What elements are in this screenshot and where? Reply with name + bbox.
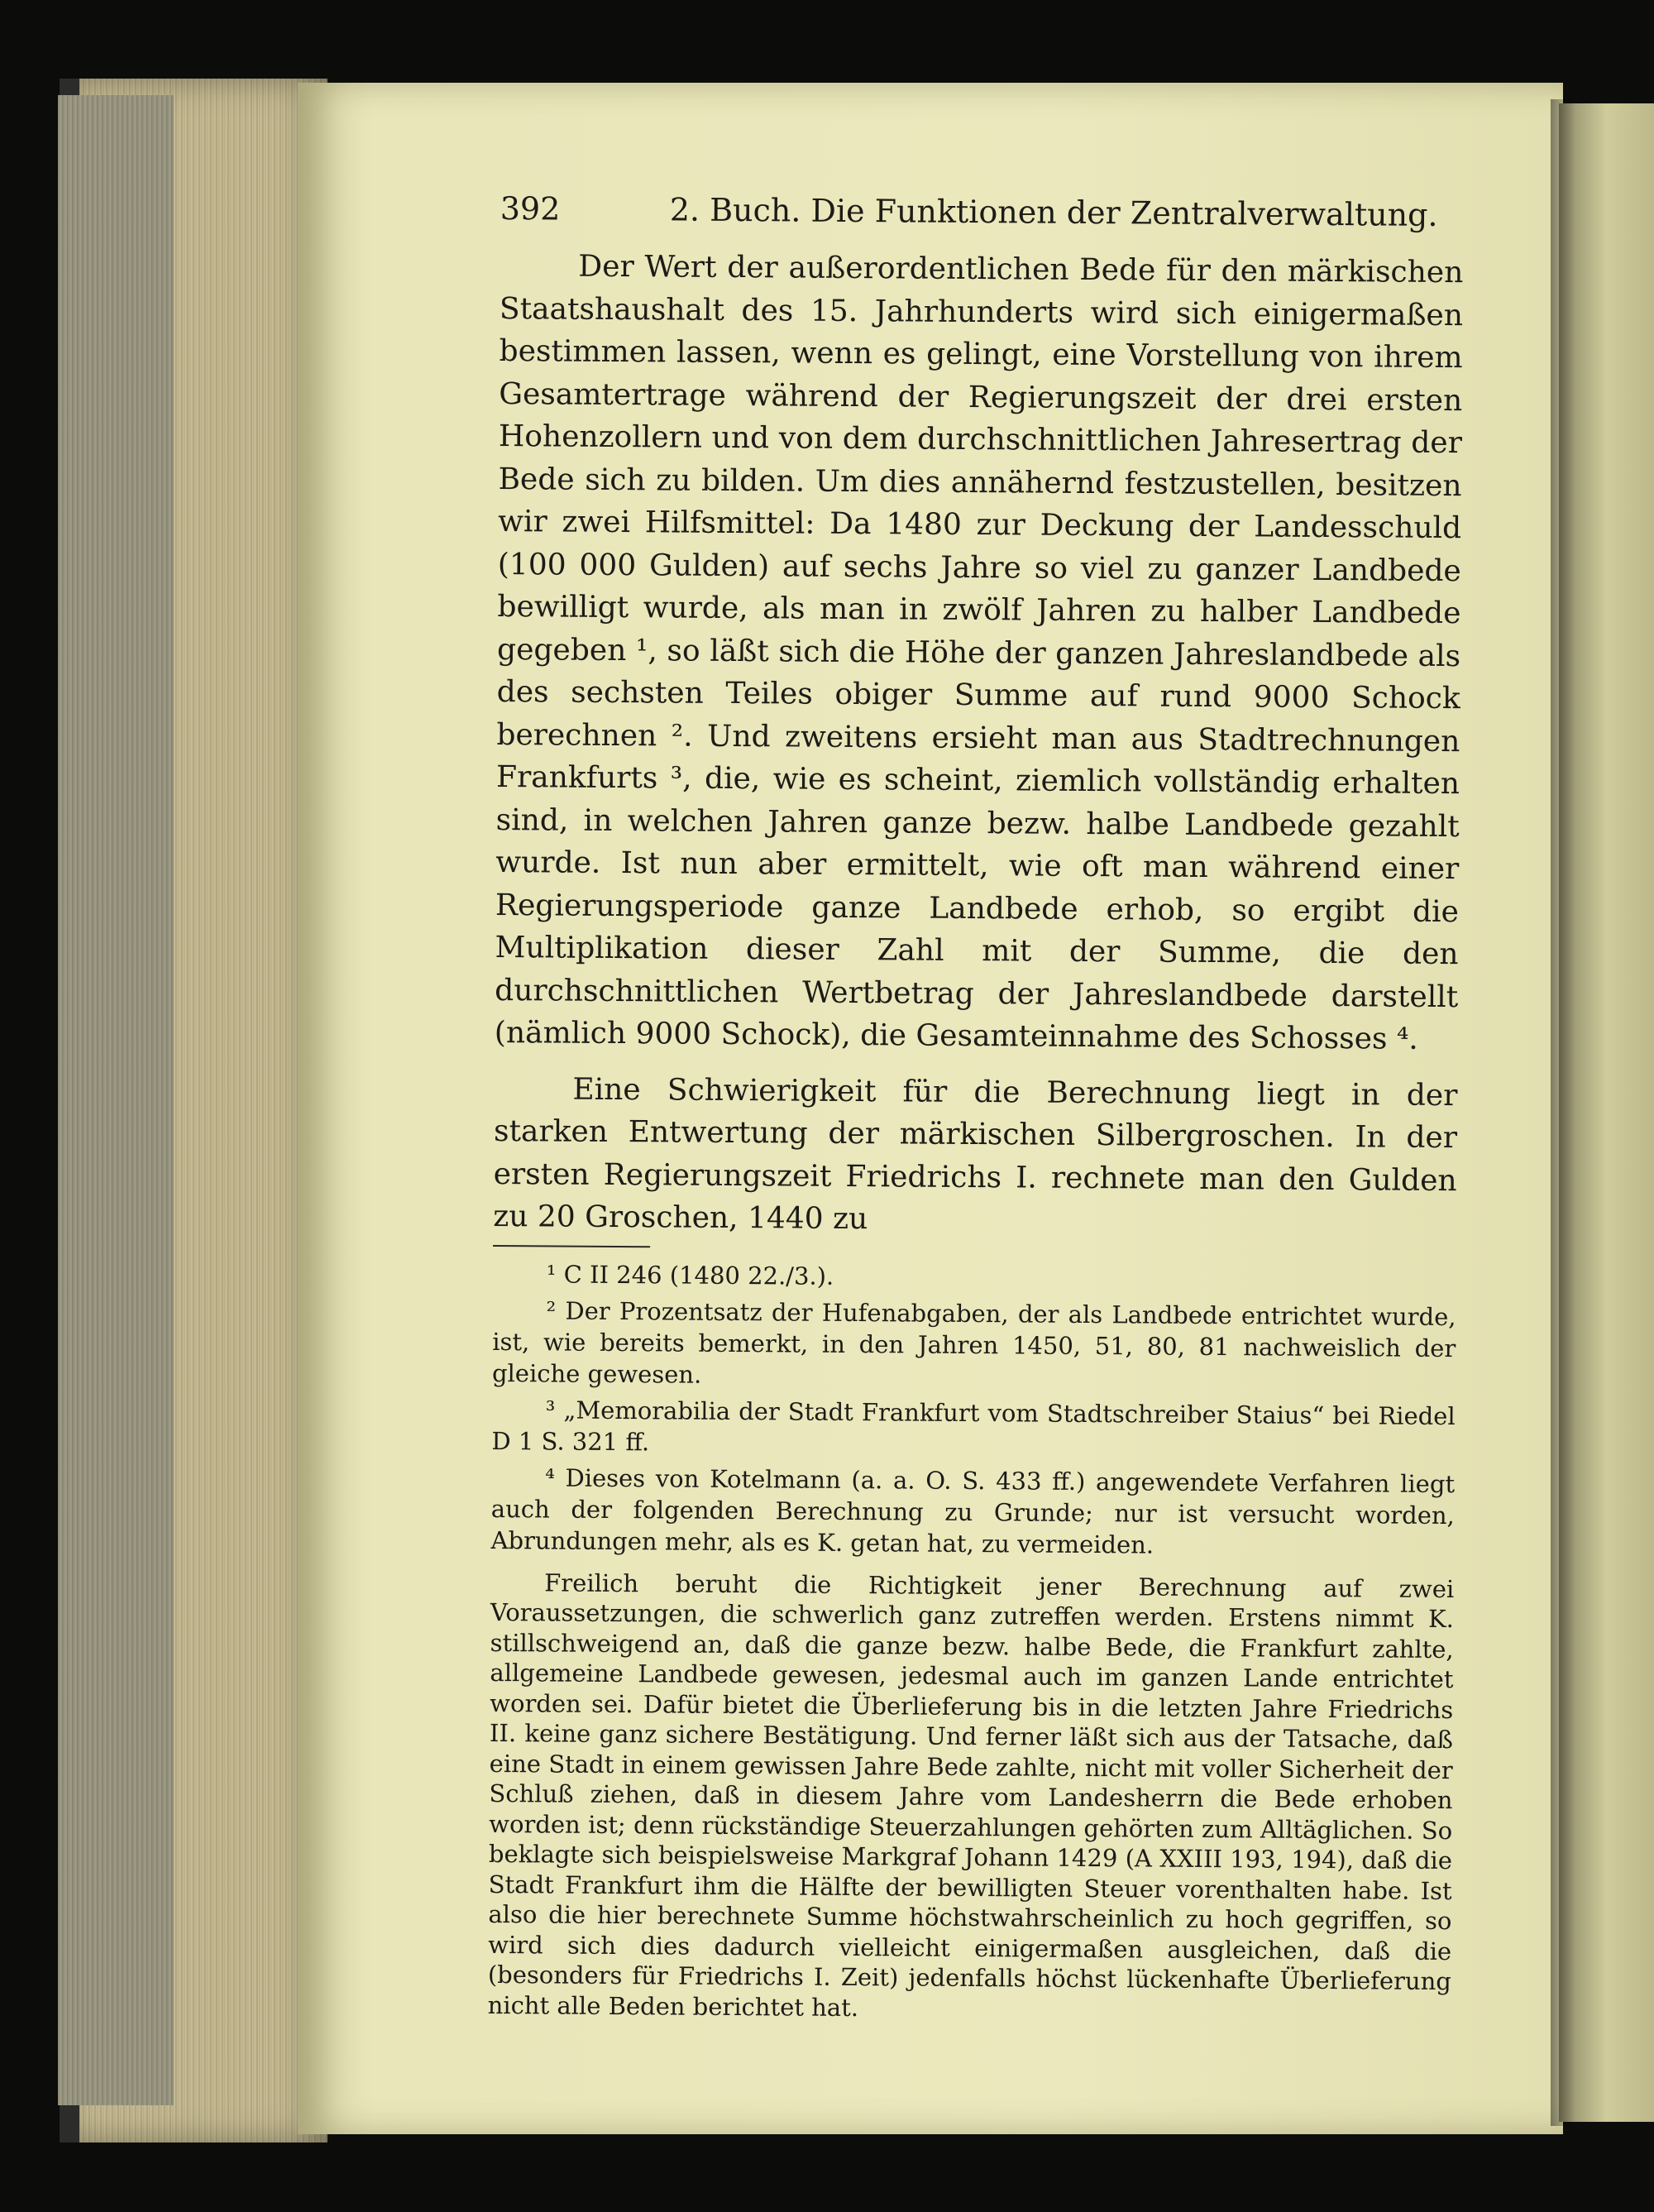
- running-title: 2. Buch. Die Funktionen der Zentralverwaltung.: [669, 191, 1438, 233]
- running-header: [500, 190, 1464, 233]
- footnote-continuation: [488, 1567, 1455, 2027]
- footnote-paragraph: Freilich beruht die Richtigkeit jener Berechnung auf zwei Voraussetzungen, die schwerlich ganz zutreffen werden. Erstens nimmt K. stillschweigend an, daß die ganze bezw. halbe Bede, die Frankfurt zahlte, allgemeine Landbede gewesen, jedesmal auch im ganzen Lande entrichtet worden sei. Dafür bietet die Überlieferung bis in die letzten Jahre Friedrichs II. keine ganz sichere Bestätigung. Und ferner läßt sich aus der Tatsache, daß eine Stadt in einem gewissen Jahre Bede zahlte, nicht mit voller Sicherheit der Schluß ziehen, daß in diesem Jahre vom Landesherrn die Bede erhoben worden ist; denn rückständige Steuerzahlungen gehörten zum Alltäglichen. So beklagte sich beispielsweise Markgraf Johann 1429 (A XXIII 193, 194), daß die Stadt Frankfurt ihm die Hälfte der bewilligten Steuer vorenthalten habe. Ist also die hier berechnete Summe höchstwahrscheinlich zu hoch gegriffen, so wird sich dies dadurch vielleicht einigermaßen ausgleichen, daß die (besonders für Friedrichs I. Zeit) jedenfalls höchst lückenhafte Überlieferung nicht alle Beden berichtet hat.: [487, 1568, 1455, 2022]
- gutter-shadow: [1551, 99, 1575, 2126]
- book-cover-edge: [58, 95, 174, 2105]
- paragraph: Der Wert der außerordentlichen Bede für den märkischen Staatshaushalt des 15. Jahrhunderts wird sich einigermaßen bestimmen lassen, wenn es gelingt, eine Vorstellung von ihrem Gesamtertrage während der Regierungszeit der drei ersten Hohenzollern und von dem durchschnittlichen Jahresertrag der Bede sich zu bilden. Um dies annähernd festzustellen, besitzen wir zwei Hilfsmittel: Da 1480 zur Deckung der Landesschuld (100 000 Gulden) auf sechs Jahre so viel zu ganzer Landbede bewilligt wurde, als man in zwölf Jahren zu halber Landbede gegeben ¹, so läßt sich die Höhe der ganzen Jahreslandbede als des sechsten Teiles obiger Summe auf rund 9000 Schock berechnen ². Und zweitens ersieht man aus Stadtrechnungen Frankfurts ³, die, wie es scheint, ziemlich vollständig erhalten sind, in welchen Jahren ganze bezw. halbe Landbede gezahlt wurde. Ist nun aber ermittelt, wie oft man während einer Regierungsperiode ganze Landbede erhob, so ergibt die Multiplikation dieser Zahl mit der Summe, die den durchschnittlichen Wertbetrag der Jahreslandbede darstellt (nämlich 9000 Schock), die Gesamteinnahme des Schosses ⁴.: [494, 249, 1464, 1056]
- footnote: ¹ C II 246 (1480 22./3.).: [546, 1259, 834, 1290]
- page-content: [488, 190, 1464, 2027]
- page-number: 392: [500, 190, 561, 227]
- footnotes: [490, 1257, 1456, 1562]
- main-text: [493, 245, 1463, 1245]
- footnote: ² Der Prozentsatz der Hufenabgaben, der als Landbede entrichtet wurde, ist, wie bereits bemerkt, in den Jahren 1450, 51, 80, 81 nachweislich der gleiche gewesen.: [491, 1295, 1456, 1389]
- footnote: ⁴ Dieses von Kotelmann (a. a. O. S. 433 ff.) angewendete Verfahren liegt auch der folgenden Berechnung zu Grunde; nur ist versucht worden, Abrundungen mehr, als es K. getan hat, zu vermeiden.: [490, 1463, 1456, 1559]
- footnote-separator: [493, 1244, 650, 1247]
- paragraph: Eine Schwierigkeit für die Berechnung liegt in der starken Entwertung der märkischen Silbergroschen. In der ersten Regierungszeit Friedrichs I. rechnete man den Gulden zu 20 Groschen, 1440 zu: [493, 1072, 1458, 1237]
- footnote: ³ „Memorabilia der Stadt Frankfurt vom Stadtschreiber Staius“ bei Riedel D 1 S. 321 ff.: [491, 1395, 1456, 1456]
